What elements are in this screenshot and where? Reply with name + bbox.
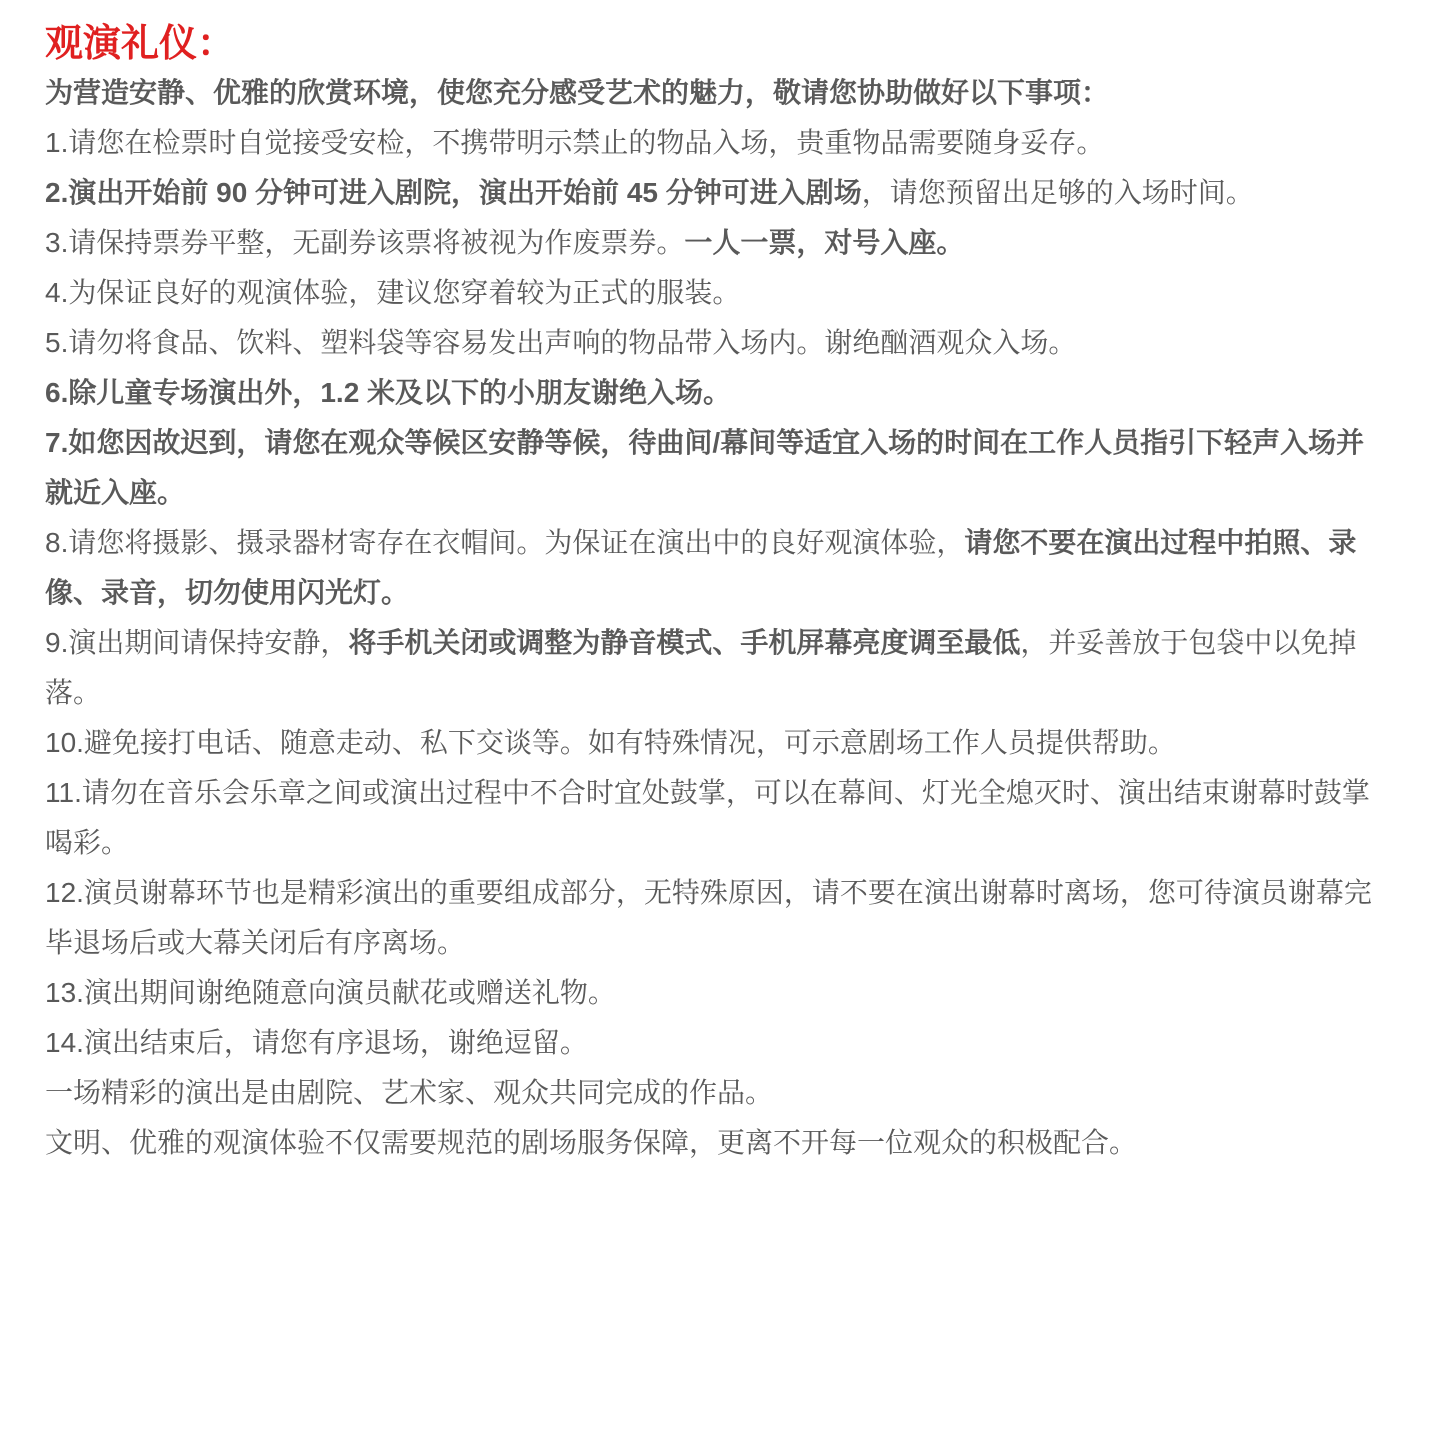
page-title: 观演礼仪： xyxy=(45,23,236,65)
rule-text: 13.演出期间谢绝随意向演员献花或赠送礼物。 xyxy=(45,977,616,1008)
rule-item-14 xyxy=(45,1018,1377,1068)
rule-item-7 xyxy=(45,418,1377,518)
rule-item-13 xyxy=(45,968,1377,1018)
rule-text-bold: 请您不要在演出过程中拍照、录像、录音，切勿使用闪光灯。 xyxy=(45,527,1357,608)
rule-item-4 xyxy=(45,268,1377,318)
rule-text: 5.请勿将食品、饮料、塑料袋等容易发出声响的物品带入场内。谢绝酗酒观众入场。 xyxy=(45,327,1077,358)
rules-list xyxy=(45,118,1377,1068)
rule-text: 10.避免接打电话、随意走动、私下交谈等。如有特殊情况，可示意剧场工作人员提供帮助。 xyxy=(45,727,1176,758)
rule-item-10 xyxy=(45,718,1377,768)
rule-text: 3.请保持票券平整，无副券该票将被视为作废票券。 xyxy=(45,227,685,258)
rule-text-bold: 6.除儿童专场演出外，1.2 米及以下的小朋友谢绝入场。 xyxy=(45,377,732,408)
rule-item-2 xyxy=(45,168,1377,218)
rule-text: ，请您预留出足够的入场时间。 xyxy=(861,177,1254,208)
rule-item-3 xyxy=(45,218,1377,268)
rule-text: ，并妥善放于包袋中以免掉落。 xyxy=(45,627,1357,708)
closing-paragraph-1: 一场精彩的演出是由剧院、艺术家、观众共同完成的作品。 xyxy=(45,1077,774,1108)
rule-item-12 xyxy=(45,868,1377,968)
rule-text: 1.请您在检票时自觉接受安检，不携带明示禁止的物品入场，贵重物品需要随身妥存。 xyxy=(45,127,1105,158)
rule-item-8 xyxy=(45,518,1377,618)
rule-item-1 xyxy=(45,118,1377,168)
rule-text: 4.为保证良好的观演体验，建议您穿着较为正式的服装。 xyxy=(45,277,741,308)
rule-text-bold: 一人一票，对号入座。 xyxy=(684,227,965,258)
rule-text-bold: 7.如您因故迟到，请您在观众等候区安静等候，待曲间/幕间等适宜入场的时间在工作人员指引下轻声入场并就近入座。 xyxy=(45,427,1365,508)
rule-text-bold: 将手机关闭或调整为静音模式、手机屏幕亮度调至最低 xyxy=(348,627,1021,658)
rule-item-5 xyxy=(45,318,1377,368)
rule-text: 9.演出期间请保持安静， xyxy=(45,627,349,658)
rule-item-9 xyxy=(45,618,1377,718)
rule-text: 11.请勿在音乐会乐章之间或演出过程中不合时宜处鼓掌，可以在幕间、灯光全熄灭时、演出结束谢幕时鼓掌喝彩。 xyxy=(45,777,1370,858)
rule-text: 8.请您将摄影、摄录器材寄存在衣帽间。为保证在演出中的良好观演体验， xyxy=(45,527,965,558)
intro-paragraph: 为营造安静、优雅的欣赏环境，使您充分感受艺术的魅力，敬请您协助做好以下事项： xyxy=(45,77,1110,108)
rule-item-11 xyxy=(45,768,1377,868)
closing-paragraph-2: 文明、优雅的观演体验不仅需要规范的剧场服务保障，更离不开每一位观众的积极配合。 xyxy=(45,1127,1138,1158)
rule-text-bold: 2.演出开始前 90 分钟可进入剧院，演出开始前 45 分钟可进入剧场 xyxy=(45,177,862,208)
rule-text: 14.演出结束后，请您有序退场，谢绝逗留。 xyxy=(45,1027,588,1058)
rule-text: 12.演员谢幕环节也是精彩演出的重要组成部分，无特殊原因，请不要在演出谢幕时离场，您可待演员谢幕完毕退场后或大幕关闭后有序离场。 xyxy=(45,877,1372,958)
rule-item-6 xyxy=(45,368,1377,418)
